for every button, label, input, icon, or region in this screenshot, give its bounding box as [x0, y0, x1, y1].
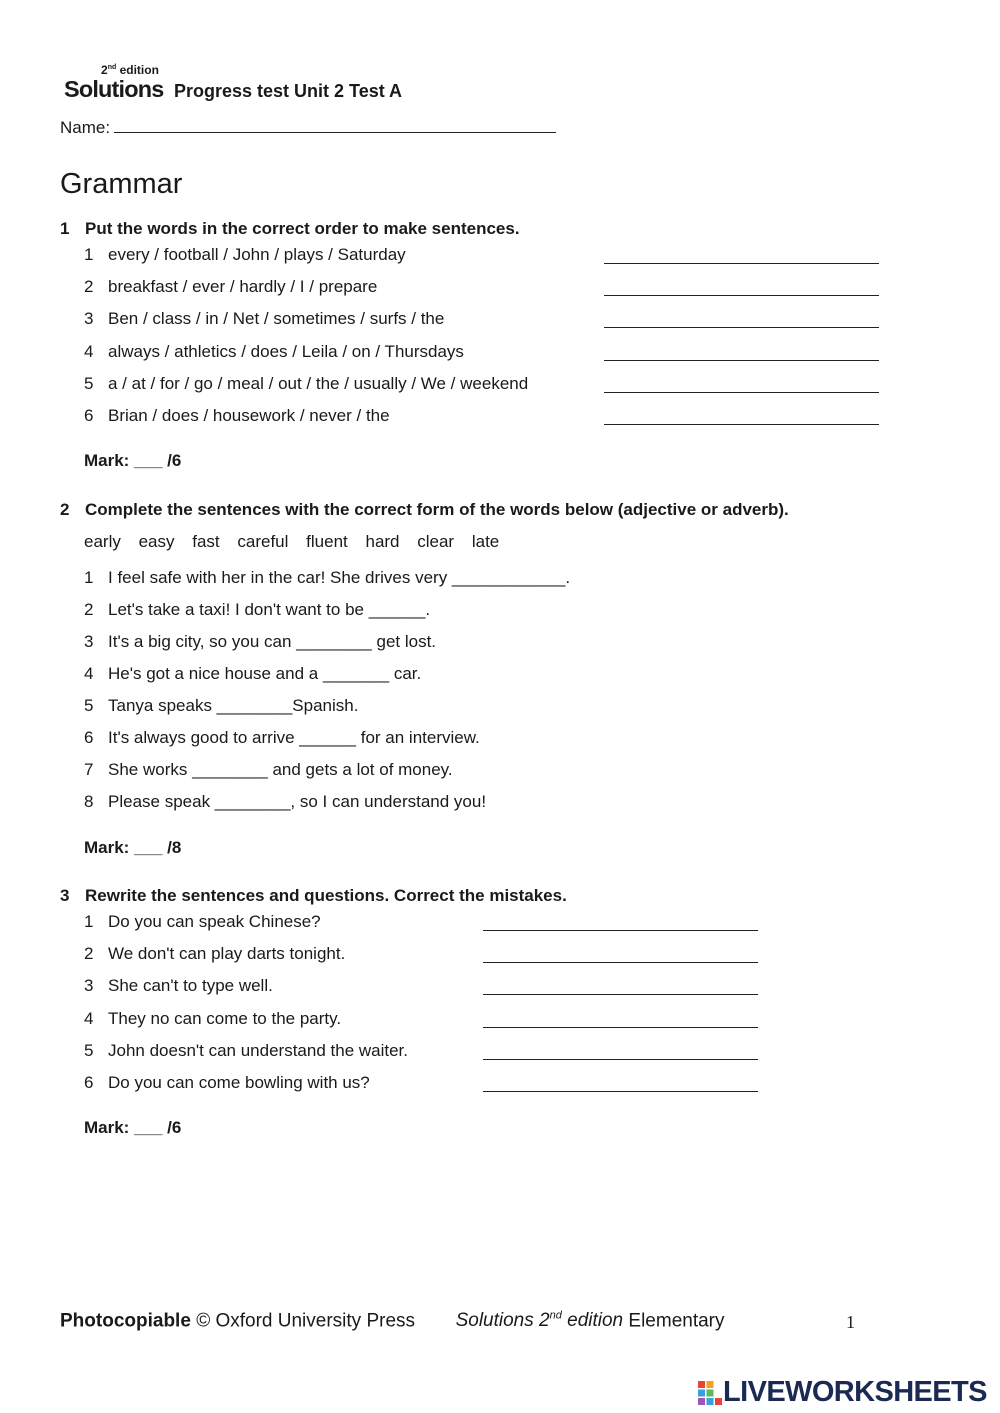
item-number: 6 [84, 728, 94, 747]
item-number: 5 [84, 1040, 94, 1060]
word-bank-word: late [471, 532, 500, 551]
exercise-3-mark: Mark: ___ /6 [84, 1118, 182, 1137]
item-number: 3 [84, 976, 94, 996]
item-number: 4 [84, 341, 94, 361]
item-number: 2 [84, 277, 94, 297]
item-text: It's a big city, so you can ________ get lost. [108, 632, 437, 651]
exercise-item [84, 1009, 904, 1031]
exercise-item [84, 760, 904, 782]
answer-line[interactable] [604, 295, 879, 296]
item-number: 7 [84, 760, 94, 779]
exercise-1-mark: Mark: ___ /6 [84, 451, 182, 470]
item-text: He's got a nice house and a _______ car. [108, 664, 422, 683]
liveworksheets-text: LIVEWORKSHEETS [723, 1376, 987, 1408]
name-field [60, 118, 556, 138]
liveworksheets-logo-icon [697, 1380, 723, 1406]
book-title: Solutions 2nd edition [455, 1310, 624, 1332]
exercise-1-title: 1 Put the words in the correct order to make sentences. [60, 219, 520, 238]
item-number: 6 [84, 1073, 94, 1092]
item-number: 3 [84, 309, 94, 329]
exercise-3-title: 3 Rewrite the sentences and questions. Correct the mistakes. [60, 886, 567, 905]
item-text: Let's take a taxi! I don't want to be ______. [108, 600, 431, 619]
item-number: 3 [84, 632, 94, 651]
answer-line[interactable] [604, 327, 879, 328]
item-text: She can't to type well. [108, 976, 273, 996]
item-text: Please speak ________, so I can understand you! [108, 792, 487, 811]
word-bank-word: fast [192, 532, 220, 551]
level-label: Elementary [628, 1310, 725, 1332]
word-bank-word: fluent [306, 532, 348, 551]
exercise-item [84, 1041, 904, 1063]
answer-line[interactable] [483, 930, 758, 931]
word-bank-word: early [84, 532, 121, 551]
item-number: 4 [84, 1008, 94, 1028]
item-number: 2 [84, 944, 94, 964]
answer-line[interactable] [483, 1027, 758, 1028]
exercise-item [84, 664, 904, 686]
name-answer-line[interactable] [114, 118, 556, 133]
item-text: Tanya speaks ________Spanish. [108, 696, 359, 715]
answer-line[interactable] [604, 360, 879, 361]
item-text: Do you can come bowling with us? [108, 1073, 370, 1092]
exercise-item [84, 277, 904, 299]
word-bank-word: hard [365, 532, 400, 551]
exercise-item [84, 792, 904, 814]
publisher-label: © Oxford University Press [196, 1310, 416, 1332]
exercise-item [84, 600, 904, 622]
exercise-item [84, 1073, 904, 1095]
word-bank-word: easy [138, 532, 175, 551]
item-text: We don't can play darts tonight. [108, 944, 346, 964]
page-number: 1 [846, 1312, 855, 1332]
solutions-logo: Solutions [64, 76, 164, 102]
word-bank-word: careful [237, 532, 289, 551]
item-number: 1 [84, 568, 94, 587]
exercise-2-mark: Mark: ___ /8 [84, 838, 182, 857]
word-bank [84, 532, 512, 552]
exercise-item [84, 632, 904, 654]
answer-line[interactable] [483, 994, 758, 995]
exercise-item [84, 406, 904, 428]
answer-line[interactable] [483, 1059, 758, 1060]
exercise-item [84, 309, 904, 331]
item-text: every / football / John / plays / Saturday [108, 245, 406, 264]
exercise-item [84, 696, 904, 718]
exercise-item [84, 976, 904, 998]
name-label: Name: [60, 118, 111, 137]
exercise-item [84, 342, 904, 364]
item-number: 1 [84, 245, 94, 264]
item-number: 4 [84, 664, 94, 683]
exercise-item [84, 728, 904, 750]
edition-label: 2nd edition [101, 63, 159, 77]
item-text: always / athletics / does / Leila / on / Thursdays [108, 341, 464, 361]
answer-line[interactable] [483, 962, 758, 963]
photocopiable-label: Photocopiable [60, 1310, 191, 1332]
answer-line[interactable] [483, 1091, 758, 1092]
item-number: 2 [84, 600, 94, 619]
item-text: She works ________ and gets a lot of money. [108, 760, 453, 779]
test-title: Progress test Unit 2 Test A [174, 81, 403, 101]
exercise-item [84, 374, 904, 396]
answer-line[interactable] [604, 424, 879, 425]
exercise-item [84, 568, 904, 590]
item-number: 5 [84, 696, 94, 715]
item-text: Ben / class / in / Net / sometimes / surfs / the [108, 309, 445, 329]
item-text: Do you can speak Chinese? [108, 912, 321, 931]
item-text: Brian / does / housework / never / the [108, 406, 390, 425]
exercise-2-title: 2 Complete the sentences with the correct form of the words below (adjective or adverb). [60, 500, 789, 519]
item-text: John doesn't can understand the waiter. [108, 1040, 409, 1060]
item-number: 5 [84, 373, 94, 393]
footer-credits [60, 1310, 725, 1332]
answer-line[interactable] [604, 392, 879, 393]
item-text: a / at / for / go / meal / out / the / usually / We / weekend [108, 373, 529, 393]
item-text: I feel safe with her in the car! She drives very ____________. [108, 568, 571, 587]
item-number: 8 [84, 792, 94, 811]
item-number: 6 [84, 406, 94, 425]
answer-line[interactable] [604, 263, 879, 264]
word-bank-word: clear [417, 532, 455, 551]
item-number: 1 [84, 912, 94, 931]
exercise-item [84, 944, 904, 966]
section-heading-grammar: Grammar [60, 168, 183, 200]
item-text: It's always good to arrive ______ for an interview. [108, 728, 480, 747]
exercise-item [84, 912, 904, 934]
item-text: breakfast / ever / hardly / I / prepare [108, 277, 378, 297]
item-text: They no can come to the party. [108, 1008, 342, 1028]
exercise-item [84, 245, 904, 267]
